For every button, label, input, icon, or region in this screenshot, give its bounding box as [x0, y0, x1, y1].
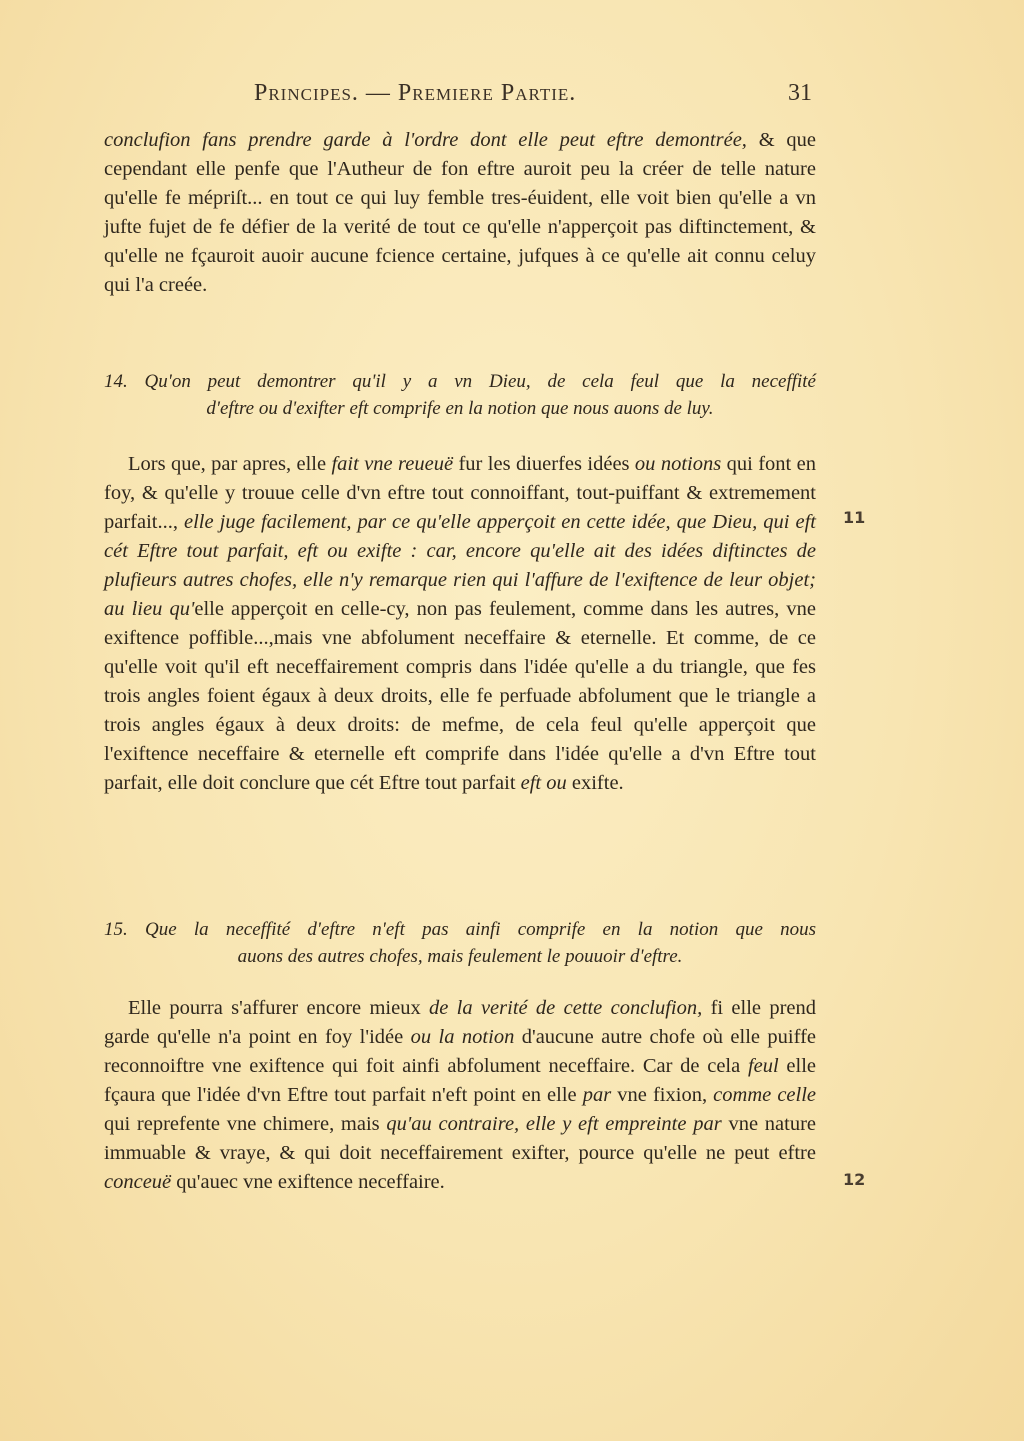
text-run: elle fçaura que l'idée d'vn Eftre tout parfait n'eft point en elle — [104, 1055, 816, 1106]
continuation-line: tres-éuident, elle voit bien qu'elle a vn jufte fujet de fe défier de la — [104, 187, 816, 238]
section-14-heading-line-1: 14. Qu'on peut demontrer qu'il y a vn Dieu, de cela feul que la neceffité — [104, 371, 816, 392]
continuation-line: fçauroit auoir aucune fcience certaine, jufques à ce qu'elle ait connu — [190, 245, 772, 267]
section-15-text — [104, 994, 816, 1197]
continuation-text — [104, 126, 816, 300]
text-run: qui reprefente vne chimere, mais — [104, 1113, 387, 1135]
text-run: ou notions — [634, 453, 727, 475]
section-15-heading-line-2: auons des autres chofes, mais feulement le pouuoir d'eftre. — [237, 946, 683, 967]
text-run: Elle pourra s'affurer encore mieux — [128, 997, 430, 1019]
section-15-heading-line-1: 15. Que la neceffité d'eftre n'eft pas ainfi comprife en la notion que nous — [104, 919, 816, 940]
page-number: 31 — [788, 80, 812, 106]
text-run: qu'auec vne exiftence neceffaire. — [176, 1171, 445, 1193]
section-14-paragraph — [104, 450, 816, 798]
text-run: eft ou — [520, 772, 572, 794]
continuation-line: celuy qui l'a creée. — [104, 245, 816, 296]
text-run: comme celle — [713, 1084, 817, 1106]
text-run: fait vne reueuë — [331, 453, 459, 475]
text-run: par — [582, 1084, 618, 1106]
continuation-line: créer de telle nature qu'elle fe mépriſt... en tout ce qui luy femble — [104, 158, 816, 209]
text-run: elle juge facilement, par ce qu'elle apperçoit en cette idée, que Dieu, qui eft cét Eftre tout parfait, eft ou exifte : car, encore qu'elle ait des idées diftinctes de plufieurs autres chofes, elle n'y remarque rien qui l'affure de l'exiftence de leur objet; au lieu qu' — [104, 511, 816, 620]
section-15-heading — [104, 916, 816, 970]
continuation-line: & que cependant elle penfe que l'Autheur de fon eftre auroit peu la — [104, 129, 816, 180]
page-header — [104, 80, 816, 114]
margin-reference-12: 12 — [843, 1170, 866, 1189]
text-run: fur les diuerfes idées — [458, 453, 635, 475]
text-run: ou la notion — [410, 1026, 522, 1048]
continuation-line: verité de tout ce qu'elle n'apperçoit pas diftinctement, & qu'elle ne — [104, 216, 816, 267]
running-head: Principes. — Premiere Partie. — [254, 80, 577, 106]
text-run: qu'au contraire, elle y eft empreinte par — [386, 1113, 729, 1135]
text-run: elle apperçoit en celle-cy, non pas feulement, comme dans les autres, vne exiftence poffible...,mais vne abfolument neceffaire & eternelle. Et comme, de ce qu'elle voit qu'il eft neceffairement compris dans l'idée qu'elle a du triangle, que fes trois angles foient égaux à deux droits, elle fe perfuade abfolument que le triangle a trois angles égaux à deux droits: de mefme, de cela feul qu'elle apperçoit que l'exiftence neceffaire & eternelle eft comprife dans l'idée qu'elle a d'vn Eftre tout parfait, elle doit conclure que cét Eftre tout parfait — [104, 598, 816, 794]
continuation-line: conclufion fans prendre garde à l'ordre dont elle peut eftre demontrée, — [104, 129, 759, 151]
section-14-heading-line-2: d'eftre ou d'exifter eft comprife en la notion que nous auons de luy. — [206, 398, 714, 419]
section-14-text — [104, 450, 816, 798]
text-run: qui font en foy, & qu'elle y trouue celle d'vn eftre tout connoiffant, tout-puiffant & extremement parfait..., — [104, 453, 816, 533]
text-run: exifte. — [571, 772, 624, 794]
margin-reference-11: 11 — [843, 508, 866, 527]
text-run: fi elle prend garde qu'elle n'a point en foy l'idée — [104, 997, 816, 1048]
text-run: Lors que, par apres, elle — [128, 453, 332, 475]
text-run: feul — [747, 1055, 787, 1077]
text-run: vne fixion, — [617, 1084, 714, 1106]
text-run: vne nature immuable & vraye, & qui doit neceffairement exifter, pource qu'elle ne peut eftre — [104, 1113, 816, 1164]
text-run: d'aucune autre chofe où elle puiffe reconnoiftre vne exiftence qui foit ainfi abfolument neceffaire. Car de cela — [104, 1026, 816, 1077]
continuation-paragraph — [104, 126, 816, 300]
text-run: conceuë — [104, 1171, 177, 1193]
section-14-heading — [104, 368, 816, 422]
text-run: de la verité de cette conclufion, — [429, 997, 711, 1019]
section-15-paragraph — [104, 994, 816, 1197]
